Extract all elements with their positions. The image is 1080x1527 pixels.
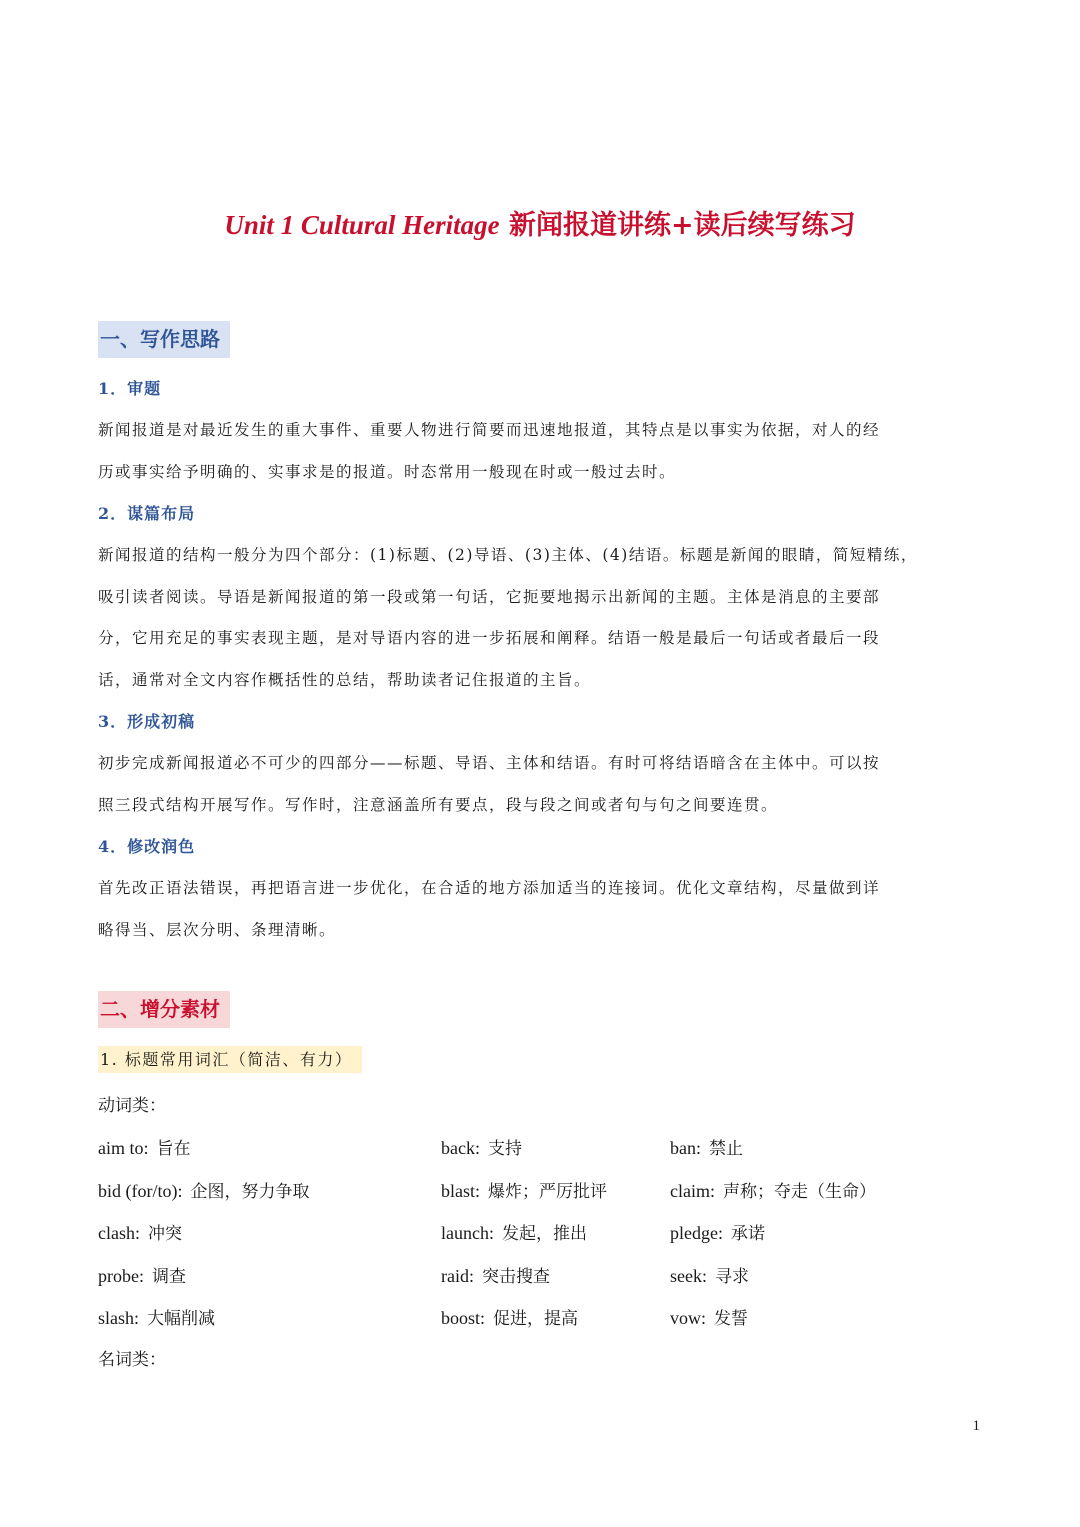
paragraph-line: 首先改正语法错误，再把语言进一步优化，在合适的地方添加适当的连接词。优化文章结构，尽量做到详 [98, 879, 881, 897]
paragraph-line: 话，通常对全文内容作概括性的总结，帮助读者记住报道的主旨。 [98, 670, 592, 689]
title-latin: Unit 1 Cultural Heritage [224, 210, 500, 240]
subheading-layout: 2．谋篇布局 [98, 504, 196, 523]
paragraph-line: 吸引读者阅读。导语是新闻报道的第一段或第一句话，它扼要地揭示出新闻的主题。主体是消息的主要部 [98, 587, 881, 606]
paragraph-review-topic [98, 410, 983, 493]
vocab-item: launch: 发起，推出 [441, 1223, 587, 1244]
vocab-item: clash: 冲突 [98, 1223, 182, 1244]
vocab-item: seek: 寻求 [670, 1266, 749, 1287]
nouns-label: 名词类： [98, 1350, 166, 1370]
vocab-item: blast: 爆炸；严厉批评 [441, 1181, 607, 1202]
subheading-revise: 4．修改润色 [98, 837, 196, 856]
vocab-item: pledge: 承诺 [670, 1223, 765, 1244]
paragraph-first-draft [98, 743, 983, 826]
vocab-item: aim to: 旨在 [98, 1138, 191, 1159]
vocab-item: probe: 调查 [98, 1266, 186, 1287]
vocab-item: claim: 声称；夺走（生命） [670, 1181, 876, 1202]
vocab-item: boost: 促进，提高 [441, 1308, 579, 1329]
subheading-review-topic: 1．审题 [98, 379, 162, 398]
paragraph-line: 照三段式结构开展写作。写作时，注意涵盖所有要点，段与段之间或者句与句之间要连贯。 [98, 795, 779, 814]
vocab-item: slash: 大幅削减 [98, 1308, 216, 1329]
paragraph-line: 历或事实给予明确的、实事求是的报道。时态常用一般现在时或一般过去时。 [98, 462, 677, 481]
vocab-item: back: 支持 [441, 1138, 522, 1159]
paragraph-line: 略得当、层次分明、条理清晰。 [98, 920, 337, 939]
vocab-item: raid: 突击搜查 [441, 1266, 550, 1287]
paragraph-line: 分，它用充足的事实表现主题，是对导语内容的进一步拓展和阐释。结语一般是最后一句话或者最后一段 [98, 629, 881, 647]
vocab-item: bid (for/to): 企图，努力争取 [98, 1181, 310, 1202]
title-chinese: 新闻报道讲练+读后续写练习 [499, 210, 856, 241]
paragraph-line: 初步完成新闻报道必不可少的四部分——标题、导语、主体和结语。有时可将结语暗含在主体中。可以按 [98, 754, 881, 772]
subheading-first-draft: 3．形成初稿 [98, 712, 196, 731]
vocab-item: ban: 禁止 [670, 1138, 743, 1159]
section-heading-writing-ideas: 一、写作思路 [98, 321, 230, 358]
paragraph-layout [98, 535, 983, 701]
paragraph-line: 新闻报道的结构一般分为四个部分：(1)标题、(2)导语、(3)主体、(4)结语。标题是新闻的眼睛，简短精练， [98, 546, 918, 564]
vocab-item: vow: 发誓 [670, 1308, 748, 1329]
section-heading-bonus-materials: 二、增分素材 [98, 991, 230, 1028]
paragraph-line: 新闻报道是对最近发生的重大事件、重要人物进行简要而迅速地报道，其特点是以事实为依据，对人的经 [98, 421, 881, 439]
subheading-headline-vocabulary: 1. 标题常用词汇（简洁、有力） [98, 1046, 362, 1073]
paragraph-revise [98, 868, 983, 951]
page-number: 1 [972, 1418, 980, 1434]
document-title [0, 205, 1080, 246]
verbs-label: 动词类： [98, 1096, 166, 1116]
